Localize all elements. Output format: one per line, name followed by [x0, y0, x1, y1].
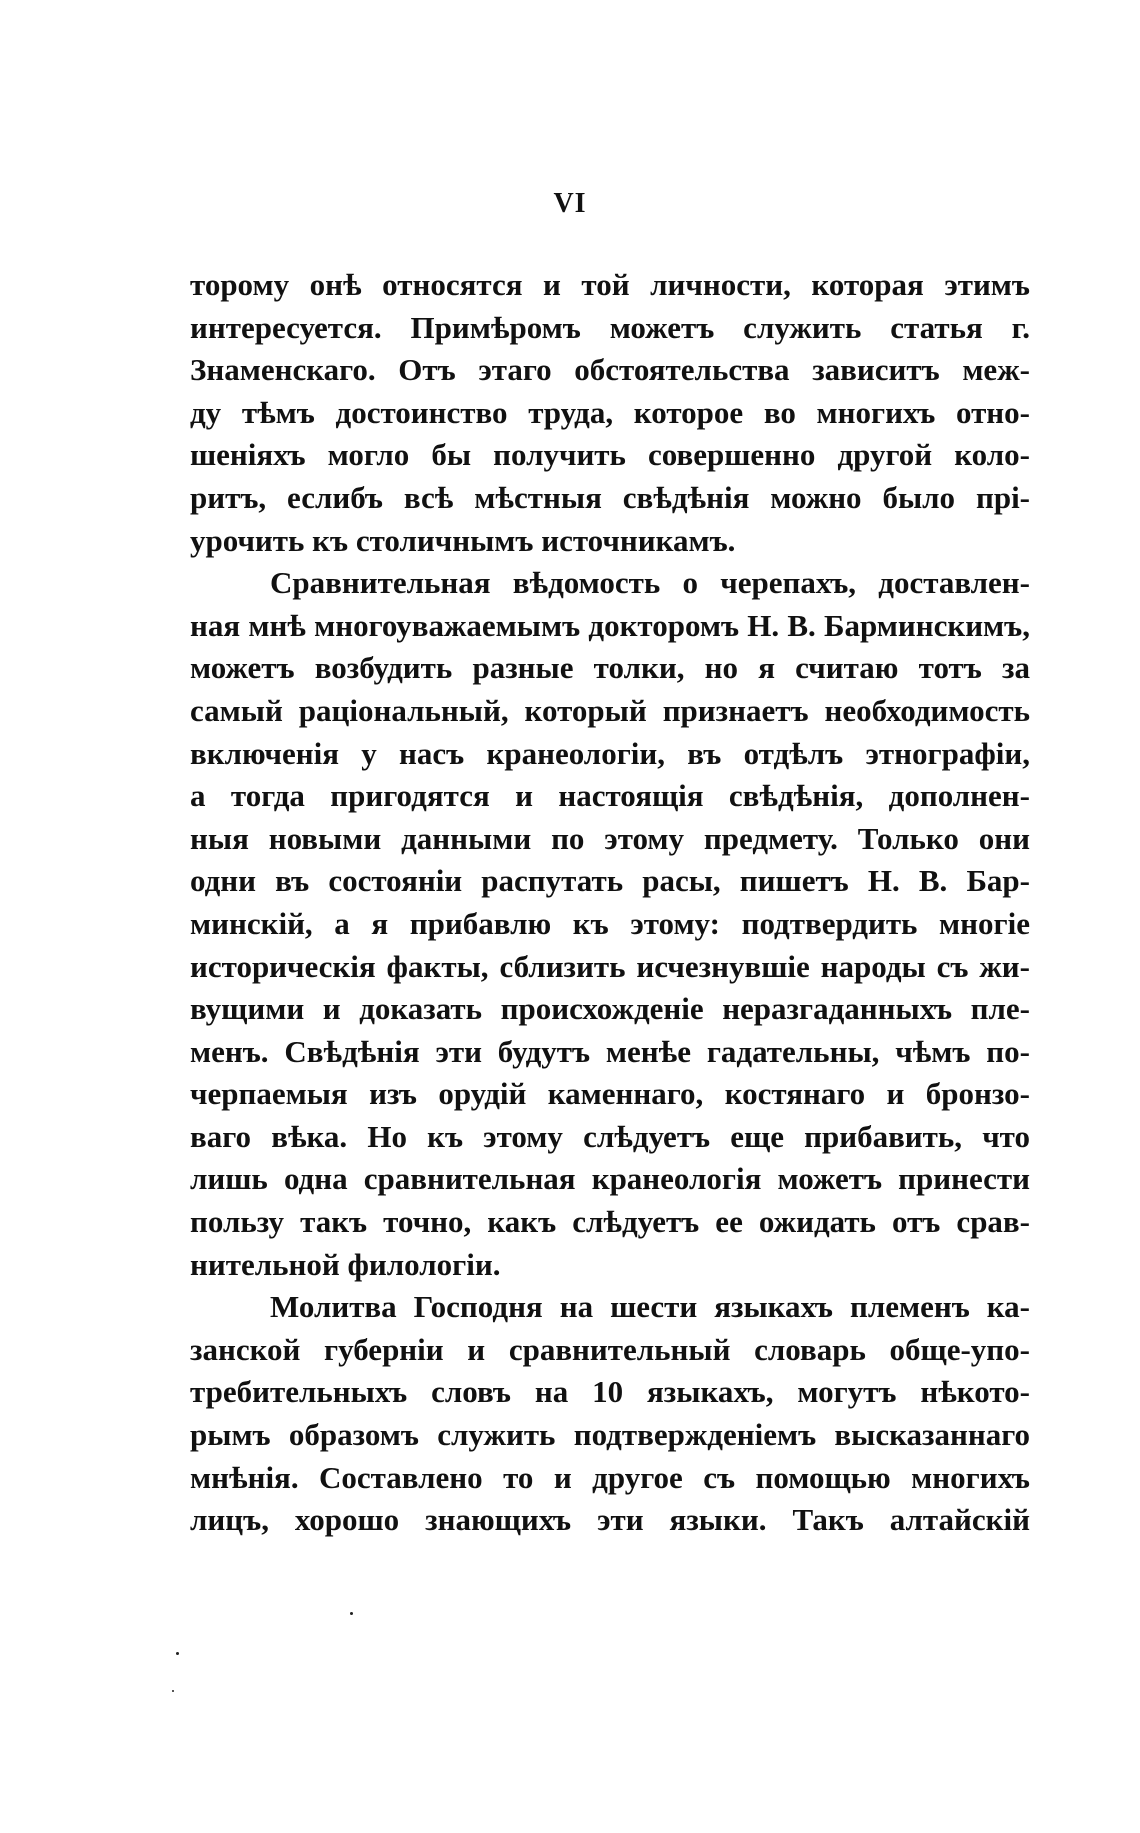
scan-speck: [350, 1612, 353, 1615]
text-line: черпаемыя изъ орудій каменнаго, костянаго и бронзо-: [190, 1076, 1030, 1112]
text-line: ная мнѣ многоуважаемымъ докторомъ Н. В. Барминскимъ,: [190, 607, 1030, 643]
text-line: а тогда пригодятся и настоящія свѣдѣнія, дополнен-: [190, 778, 1030, 814]
text-line: ритъ, еслибъ всѣ мѣстныя свѣдѣнія можно было прі-: [190, 479, 1030, 515]
text-line: ваго вѣка. Но къ этому слѣдуетъ еще прибавить, что: [190, 1118, 1030, 1154]
scan-speck: [176, 1652, 179, 1655]
text-line: интересуется. Примѣромъ можетъ служить статья г.: [190, 309, 1030, 345]
text-line: мнѣнія. Составлено то и другое съ помощью многихъ: [190, 1459, 1030, 1495]
text-line: лишь одна сравнительная кранеологія можетъ принести: [190, 1161, 1030, 1197]
paragraph-1: [190, 264, 1030, 562]
text-line: Сравнительная вѣдомость о черепахъ, доставлен-: [270, 565, 1030, 601]
text-line: торому онѣ относятся и той личности, которая этимъ: [190, 267, 1030, 302]
text-line: ду тѣмъ достоинство труда, которое во многихъ отно-: [190, 394, 1030, 430]
paragraph-3: [190, 1286, 1030, 1542]
text-line: историческія факты, сблизить исчезнувшіе народы съ жи-: [190, 948, 1030, 984]
page-number: VI: [553, 188, 587, 219]
text-line: можетъ возбудить разные толки, но я считаю тотъ за: [190, 650, 1030, 686]
text-line: вущими и доказать происхожденіе неразгаданныхъ пле-: [190, 991, 1030, 1027]
text-line: минскій, а я прибавлю къ этому: подтвердить многіе: [190, 905, 1030, 941]
text-line: самый раціональный, который признаетъ необходимость: [190, 692, 1030, 728]
body-text: [190, 264, 1030, 1542]
text-line: одни въ состояніи распутать расы, пишетъ Н. В. Бар-: [190, 863, 1030, 899]
text-line: занской губерніи и сравнительный словарь обще-упо-: [190, 1331, 1030, 1367]
text-line: нительной филологіи.: [190, 1246, 501, 1282]
text-line: менъ. Свѣдѣнія эти будутъ менѣе гадательны, чѣмъ по-: [190, 1033, 1030, 1069]
text-line: пользу такъ точно, какъ слѣдуетъ ее ожидать отъ срав-: [190, 1204, 1030, 1240]
text-line: ныя новыми данными по этому предмету. Только они: [190, 820, 1030, 856]
paragraph-2: [190, 562, 1030, 1286]
text-line: требительныхъ словъ на 10 языкахъ, могутъ нѣкото-: [190, 1374, 1030, 1410]
text-line: включенія у насъ кранеологіи, въ отдѣлъ этнографіи,: [190, 735, 1030, 771]
text-line: урочить къ столичнымъ источникамъ.: [190, 522, 736, 558]
text-line: лицъ, хорошо знающихъ эти языки. Такъ алтайскій: [190, 1502, 1030, 1538]
text-line: Молитва Господня на шести языкахъ племенъ ка-: [270, 1289, 1030, 1325]
text-line: шеніяхъ могло бы получить совершенно другой коло-: [190, 437, 1030, 473]
scan-speck: [172, 1690, 174, 1692]
text-line: рымъ образомъ служить подтвержденіемъ высказаннаго: [190, 1417, 1030, 1453]
text-line: Знаменскаго. Отъ этаго обстоятельства зависитъ меж-: [190, 352, 1030, 388]
